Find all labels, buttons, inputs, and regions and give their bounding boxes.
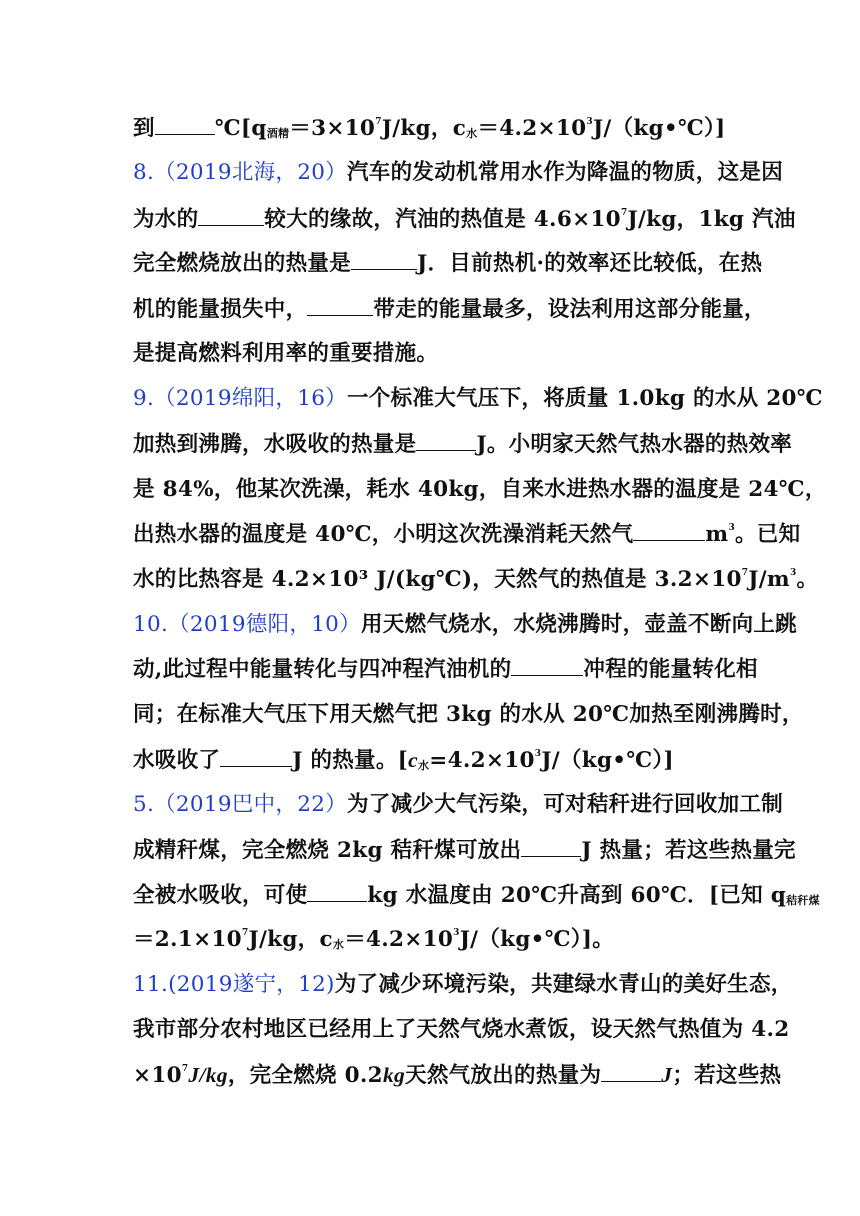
text-line: 是 84%，他某次洗澡，耗水 40kg，自来水进热水器的温度是 24℃， bbox=[133, 477, 827, 502]
answer-blank[interactable] bbox=[633, 520, 705, 541]
text-line: $=2.1\times 10^7J/kg$，$c_水=4.2\times 10^3J/(kg•℃)$]。 bbox=[133, 927, 615, 952]
question-source: 5.（2019巴中，22） bbox=[133, 792, 347, 817]
answer-blank[interactable] bbox=[220, 746, 292, 767]
text-line: 我市部分农村地区已经用上了天然气烧水煮饭，设天然气热值为 4.2 bbox=[133, 1017, 790, 1042]
answer-blank[interactable] bbox=[416, 430, 476, 451]
text-line: $\times 10^7J/kg$，完全燃烧 0.2kg天然气放出的热量为 J；若这些热 bbox=[133, 1063, 782, 1088]
answer-blank[interactable] bbox=[198, 205, 264, 226]
text-line: 同；在标准大气压下用天燃气把 3kg 的水从 20℃加热至刚沸腾时， bbox=[133, 702, 804, 727]
question-8-line: 8.（2019北海，20）汽车的发动机常用水作为降温的物质，这是因 bbox=[133, 160, 784, 185]
text-line: 成精秆煤，完全燃烧 2kg 秸秆煤可放出 J 热量；若这些热量完 bbox=[133, 838, 796, 863]
answer-blank[interactable] bbox=[511, 655, 583, 676]
text-line: 到 $℃[q_{酒精}=3\times 10^7J/kg$，$c_水=4.2\times 10^3J/(kg•℃)$] bbox=[133, 116, 726, 141]
text-line: 水的比热容是 4.2×10³ J/(kg℃)，天然气的热值是 $3.2\times 10^7J/m^3$。 bbox=[133, 567, 819, 592]
question-source: 10.（2019德阳，10） bbox=[133, 612, 361, 637]
text-line: 动,此过程中能量转化与四冲程汽油机的 冲程的能量转化相 bbox=[133, 657, 758, 682]
text-line: 完全燃烧放出的热量是 J．目前热机·的效率还比较低，在热 bbox=[133, 251, 763, 276]
answer-blank[interactable] bbox=[351, 249, 417, 270]
question-5-line: 5.（2019巴中，22）为了减少大气污染，可对秸秆进行回收加工制 bbox=[133, 792, 784, 817]
answer-blank[interactable] bbox=[307, 881, 367, 902]
text-line: 加热到沸腾，水吸收的热量是 J。小明家天然气热水器的热效率 bbox=[133, 432, 793, 457]
answer-blank[interactable] bbox=[307, 295, 373, 316]
question-10-line: 10.（2019德阳，10）用天燃气烧水，水烧沸腾时，壶盖不断向上跳 bbox=[133, 612, 797, 637]
text-line: 出热水器的温度是 40℃，小明这次洗澡消耗天然气 $m^3$。已知 bbox=[133, 522, 801, 547]
question-source: 8.（2019北海，20） bbox=[133, 160, 347, 185]
question-source: 9.（2019绵阳，16） bbox=[133, 386, 347, 411]
text-line: 机的能量损失中， 带走的能量最多，设法利用这部分能量， bbox=[133, 297, 766, 322]
text-line: 水吸收了 J 的热量。$[c_水=4.2\times 10^3J/(kg•℃)]$ bbox=[133, 748, 674, 773]
answer-blank[interactable] bbox=[155, 114, 215, 135]
question-source: 11.(2019遂宁，12) bbox=[133, 972, 335, 997]
text-line: 为水的 较大的缘故，汽油的热值是 $4.6\times 10^7J/kg$，1kg 汽油 bbox=[133, 207, 796, 232]
answer-blank[interactable] bbox=[601, 1061, 661, 1082]
answer-blank[interactable] bbox=[521, 836, 581, 857]
text-line: 是提高燃料利用率的重要措施。 bbox=[133, 341, 439, 366]
question-11-line: 11.(2019遂宁，12)为了减少环境污染，共建绿水青山的美好生态， bbox=[133, 972, 793, 997]
question-9-line: 9.（2019绵阳，16）一个标准大气压下，将质量 1.0kg 的水从 20℃ bbox=[133, 386, 823, 411]
text-line: 全被水吸收，可使 kg 水温度由 20℃升高到 60℃．[已知 $q_{秸秆煤}$ bbox=[133, 883, 820, 908]
